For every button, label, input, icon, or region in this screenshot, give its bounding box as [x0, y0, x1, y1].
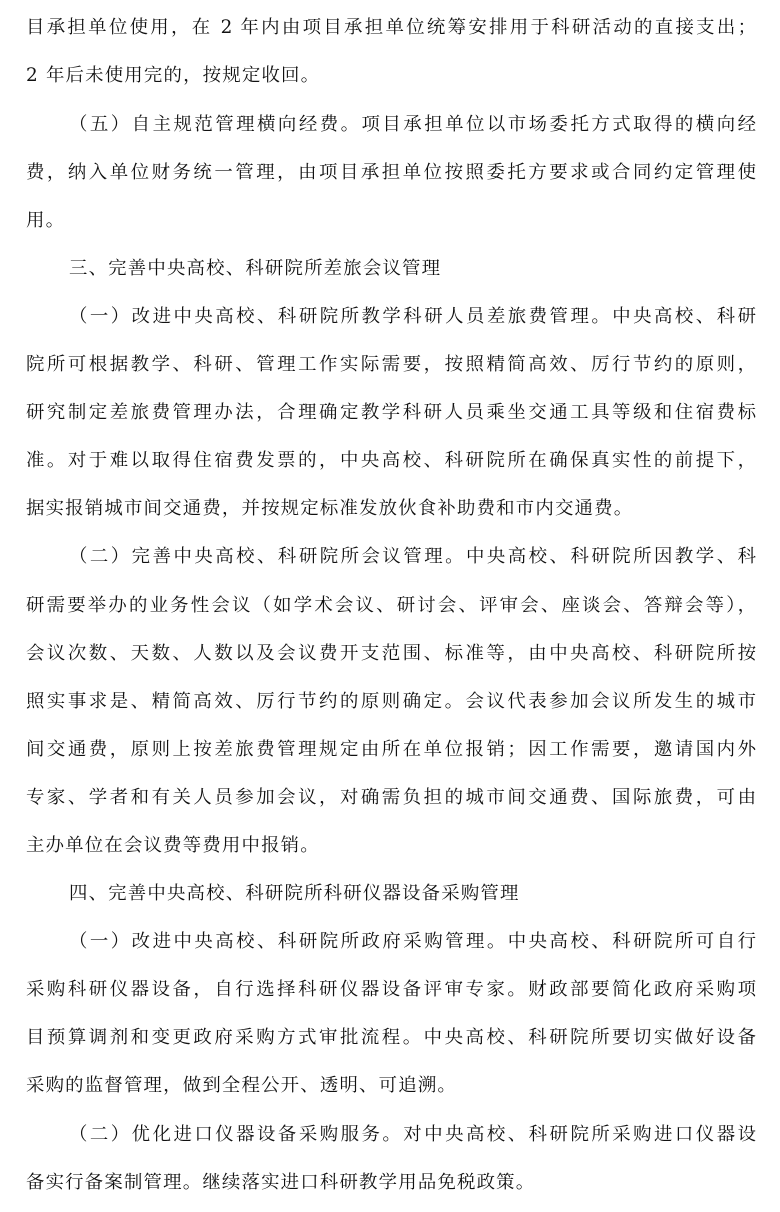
text-line: 院所可根据教学、科研、管理工作实际需要，按照精简高效、厉行节约的原则，: [26, 354, 756, 375]
text-line: 研究制定差旅费管理办法，合理确定教学科研人员乘坐交通工具等级和住宿费标: [26, 402, 756, 423]
text-line: 据实报销城市间交通费，并按规定标准发放伙食补助费和市内交通费。: [26, 498, 634, 519]
text-line: 研需要举办的业务性会议（如学术会议、研讨会、评审会、座谈会、答辩会等），: [26, 595, 756, 616]
text-line: 主办单位在会议费等费用中报销。: [26, 835, 320, 856]
text-line: 目预算调剂和变更政府采购方式审批流程。中央高校、科研院所要切实做好设备: [26, 1027, 756, 1048]
paragraph-heading-1: （一）改进中央高校、科研院所政府采购管理。中央高校、科研院所可自行: [69, 931, 756, 952]
paragraph-heading-2: （二）优化进口仪器设备采购服务。对中央高校、科研院所采购进口仪器设: [69, 1124, 756, 1145]
text-line: 目承担单位使用，在 2 年内由项目承担单位统筹安排用于科研活动的直接支出；: [26, 17, 756, 38]
paragraph-heading-1: （一）改进中央高校、科研院所教学科研人员差旅费管理。中央高校、科研: [69, 306, 756, 327]
text-line: 照实事求是、精简高效、厉行节约的原则确定。会议代表参加会议所发生的城市: [26, 691, 756, 712]
section-heading-3: 三、完善中央高校、科研院所差旅会议管理: [69, 258, 442, 279]
text-line: 采购科研仪器设备，自行选择科研仪器设备评审专家。财政部要简化政府采购项: [26, 979, 756, 1000]
text-line: 间交通费，原则上按差旅费管理规定由所在单位报销；因工作需要，邀请国内外: [26, 739, 756, 760]
text-line: 专家、学者和有关人员参加会议，对确需负担的城市间交通费、国际旅费，可由: [26, 787, 756, 808]
section-heading-4: 四、完善中央高校、科研院所科研仪器设备采购管理: [69, 883, 520, 904]
text-line: 2 年后未使用完的，按规定收回。: [26, 65, 321, 86]
text-line: 用。: [26, 210, 66, 231]
text-line: 备实行备案制管理。继续落实进口科研教学用品免税政策。: [26, 1172, 536, 1193]
text-line: 费，纳入单位财务统一管理，由项目承担单位按照委托方要求或合同约定管理使: [26, 162, 756, 183]
text-line: 准。对于难以取得住宿费发票的，中央高校、科研院所在确保真实性的前提下，: [26, 450, 756, 471]
text-line: 采购的监督管理，做到全程公开、透明、可追溯。: [26, 1075, 457, 1096]
text-line: 会议次数、天数、人数以及会议费开支范围、标准等，由中央高校、科研院所按: [26, 643, 756, 664]
paragraph-heading-5: （五）自主规范管理横向经费。项目承担单位以市场委托方式取得的横向经: [69, 114, 756, 135]
paragraph-heading-2: （二）完善中央高校、科研院所会议管理。中央高校、科研院所因教学、科: [69, 546, 756, 567]
